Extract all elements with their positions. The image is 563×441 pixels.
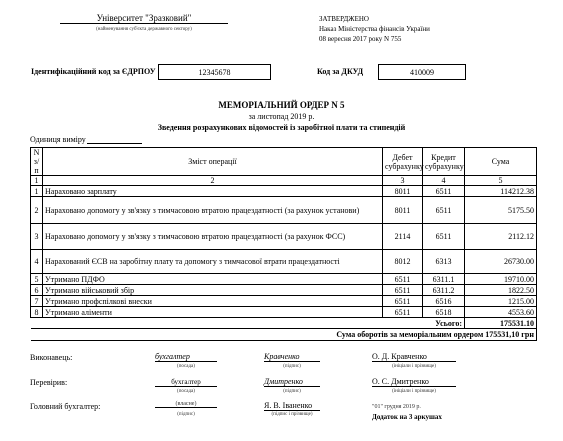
col-number: 1	[31, 176, 43, 186]
checked-signature-caption: (підпис)	[283, 389, 301, 394]
row-num: 7	[31, 296, 43, 307]
approved-title: ЗАТВЕРДЖЕНО	[319, 15, 369, 23]
row-text: Утримано ПДФО	[43, 274, 383, 285]
row-sum: 19710.00	[465, 274, 537, 285]
column-numbers-row	[31, 176, 537, 186]
row-num: 3	[31, 224, 43, 250]
row-sum: 4553.60	[465, 307, 537, 318]
row-num: 2	[31, 197, 43, 224]
row-sum: 1822.50	[465, 285, 537, 296]
executor-name: О. Д. Кравченко	[372, 352, 456, 362]
row-debit: 8012	[383, 250, 423, 274]
row-text: Утримано аліменти	[43, 307, 383, 318]
order-period: за листопад 2019 р.	[248, 112, 315, 121]
header-sum: Сума	[465, 148, 537, 176]
row-credit: 6311.1	[423, 274, 465, 285]
total-row	[31, 318, 537, 329]
checked-name: О. С. Дмитренко	[372, 377, 456, 387]
row-debit: 8011	[383, 186, 423, 197]
checked-name-caption: (ініціали і прізвище)	[392, 389, 436, 394]
turnover-text: Сума оборотів за меморіальним ордером 175531,10 грн	[31, 329, 537, 341]
dkud-label: Код за ДКУД	[317, 67, 364, 76]
row-credit: 6518	[423, 307, 465, 318]
row-sum: 26730.00	[465, 250, 537, 274]
row-debit: 2114	[383, 224, 423, 250]
approved-date: 08 вересня 2017 року N 755	[319, 35, 402, 43]
col-number: 3	[383, 176, 423, 186]
row-text: Утримано військовий збір	[43, 285, 383, 296]
document-date: "01" грудня 2019 р.	[372, 404, 421, 410]
table-row	[31, 296, 537, 307]
table-row	[31, 224, 537, 250]
header-credit: Кредит субрахунку	[423, 148, 465, 176]
table-row	[31, 307, 537, 318]
col-number: 2	[43, 176, 383, 186]
row-sum: 114212.38	[465, 186, 537, 197]
row-debit: 8011	[383, 197, 423, 224]
table-row	[31, 285, 537, 296]
row-debit: 6511	[383, 307, 423, 318]
organization-name: Університет "Зразковий"	[60, 13, 228, 24]
chief-position: (власне)	[155, 401, 217, 408]
operations-table	[30, 147, 537, 341]
row-debit: 6511	[383, 285, 423, 296]
executor-signature-caption: (підпис)	[283, 364, 301, 369]
row-credit: 6511	[423, 224, 465, 250]
edrpou-value: 12345678	[158, 64, 271, 80]
checked-label: Перевірив:	[30, 378, 68, 387]
row-num: 4	[31, 250, 43, 274]
edrpou-label: Ідентифікаційний код за ЄДРПОУ	[31, 67, 156, 76]
row-sum: 1215.00	[465, 296, 537, 307]
order-title: МЕМОРІАЛЬНИЙ ОРДЕР N 5	[218, 100, 345, 110]
total-label: Усього:	[31, 318, 465, 329]
checked-position-caption: (посада)	[177, 389, 195, 394]
row-credit: 6511	[423, 197, 465, 224]
checked-position: бухгалтер	[155, 378, 217, 387]
executor-name-caption: (ініціали і прізвище)	[392, 364, 436, 369]
checked-signature: Дмитренко	[264, 377, 320, 387]
attachment-note: Додаток на 3 аркушах	[372, 413, 442, 421]
approved-order: Наказ Міністерства фінансів України	[319, 25, 430, 33]
table-row	[31, 197, 537, 224]
row-num: 6	[31, 285, 43, 296]
executor-signature: Кравченко	[264, 352, 320, 362]
chief-signature-caption: (підпис і прізвище)	[271, 412, 313, 417]
row-credit: 6311.2	[423, 285, 465, 296]
row-text: Нараховано допомогу у зв'язку з тимчасовою втратою працездатності (за рахунок установи)	[43, 197, 383, 224]
row-sum: 5175.50	[465, 197, 537, 224]
total-value: 175531.10	[465, 318, 537, 329]
unit-line	[87, 143, 142, 144]
chief-position-caption: (підпис)	[177, 412, 195, 417]
row-debit: 6511	[383, 296, 423, 307]
col-number: 4	[423, 176, 465, 186]
turnover-row	[31, 329, 537, 341]
table-row	[31, 274, 537, 285]
organization-caption: (найменування суб'єкта державного сектору)	[96, 27, 192, 32]
chief-label: Головний бухгалтер:	[30, 402, 101, 411]
row-text: Нараховано допомогу у зв'язку з тимчасовою втратою працездатності (за рахунок ФСС)	[43, 224, 383, 250]
unit-label: Одиниця виміру	[30, 135, 86, 144]
row-text: Утримано профспілкові внески	[43, 296, 383, 307]
order-subtitle: Зведення розрахункових відомостей із заробітної плати та стипендій	[157, 123, 406, 132]
row-credit: 6313	[423, 250, 465, 274]
dkud-value: 410009	[378, 64, 466, 80]
executor-position: бухгалтер	[155, 352, 217, 362]
row-credit: 6516	[423, 296, 465, 307]
table-header-row	[31, 148, 537, 176]
header-content: Зміст операції	[43, 148, 383, 176]
chief-signature-name: Я. В. Іваненко	[264, 401, 320, 411]
header-debit: Дебет субрахунку	[383, 148, 423, 176]
row-num: 8	[31, 307, 43, 318]
row-num: 1	[31, 186, 43, 197]
row-text: Нарахований ЄСВ на заробітну плату та допомогу з тимчасової втрати працездатності	[43, 250, 383, 274]
col-number: 5	[465, 176, 537, 186]
row-credit: 6511	[423, 186, 465, 197]
row-sum: 2112.12	[465, 224, 537, 250]
row-debit: 6511	[383, 274, 423, 285]
header-num: N з/п	[31, 148, 43, 176]
table-row	[31, 250, 537, 274]
table-row	[31, 186, 537, 197]
executor-label: Виконавець:	[30, 353, 73, 362]
row-text: Нараховано зарплату	[43, 186, 383, 197]
row-num: 5	[31, 274, 43, 285]
executor-position-caption: (посада)	[177, 364, 195, 369]
